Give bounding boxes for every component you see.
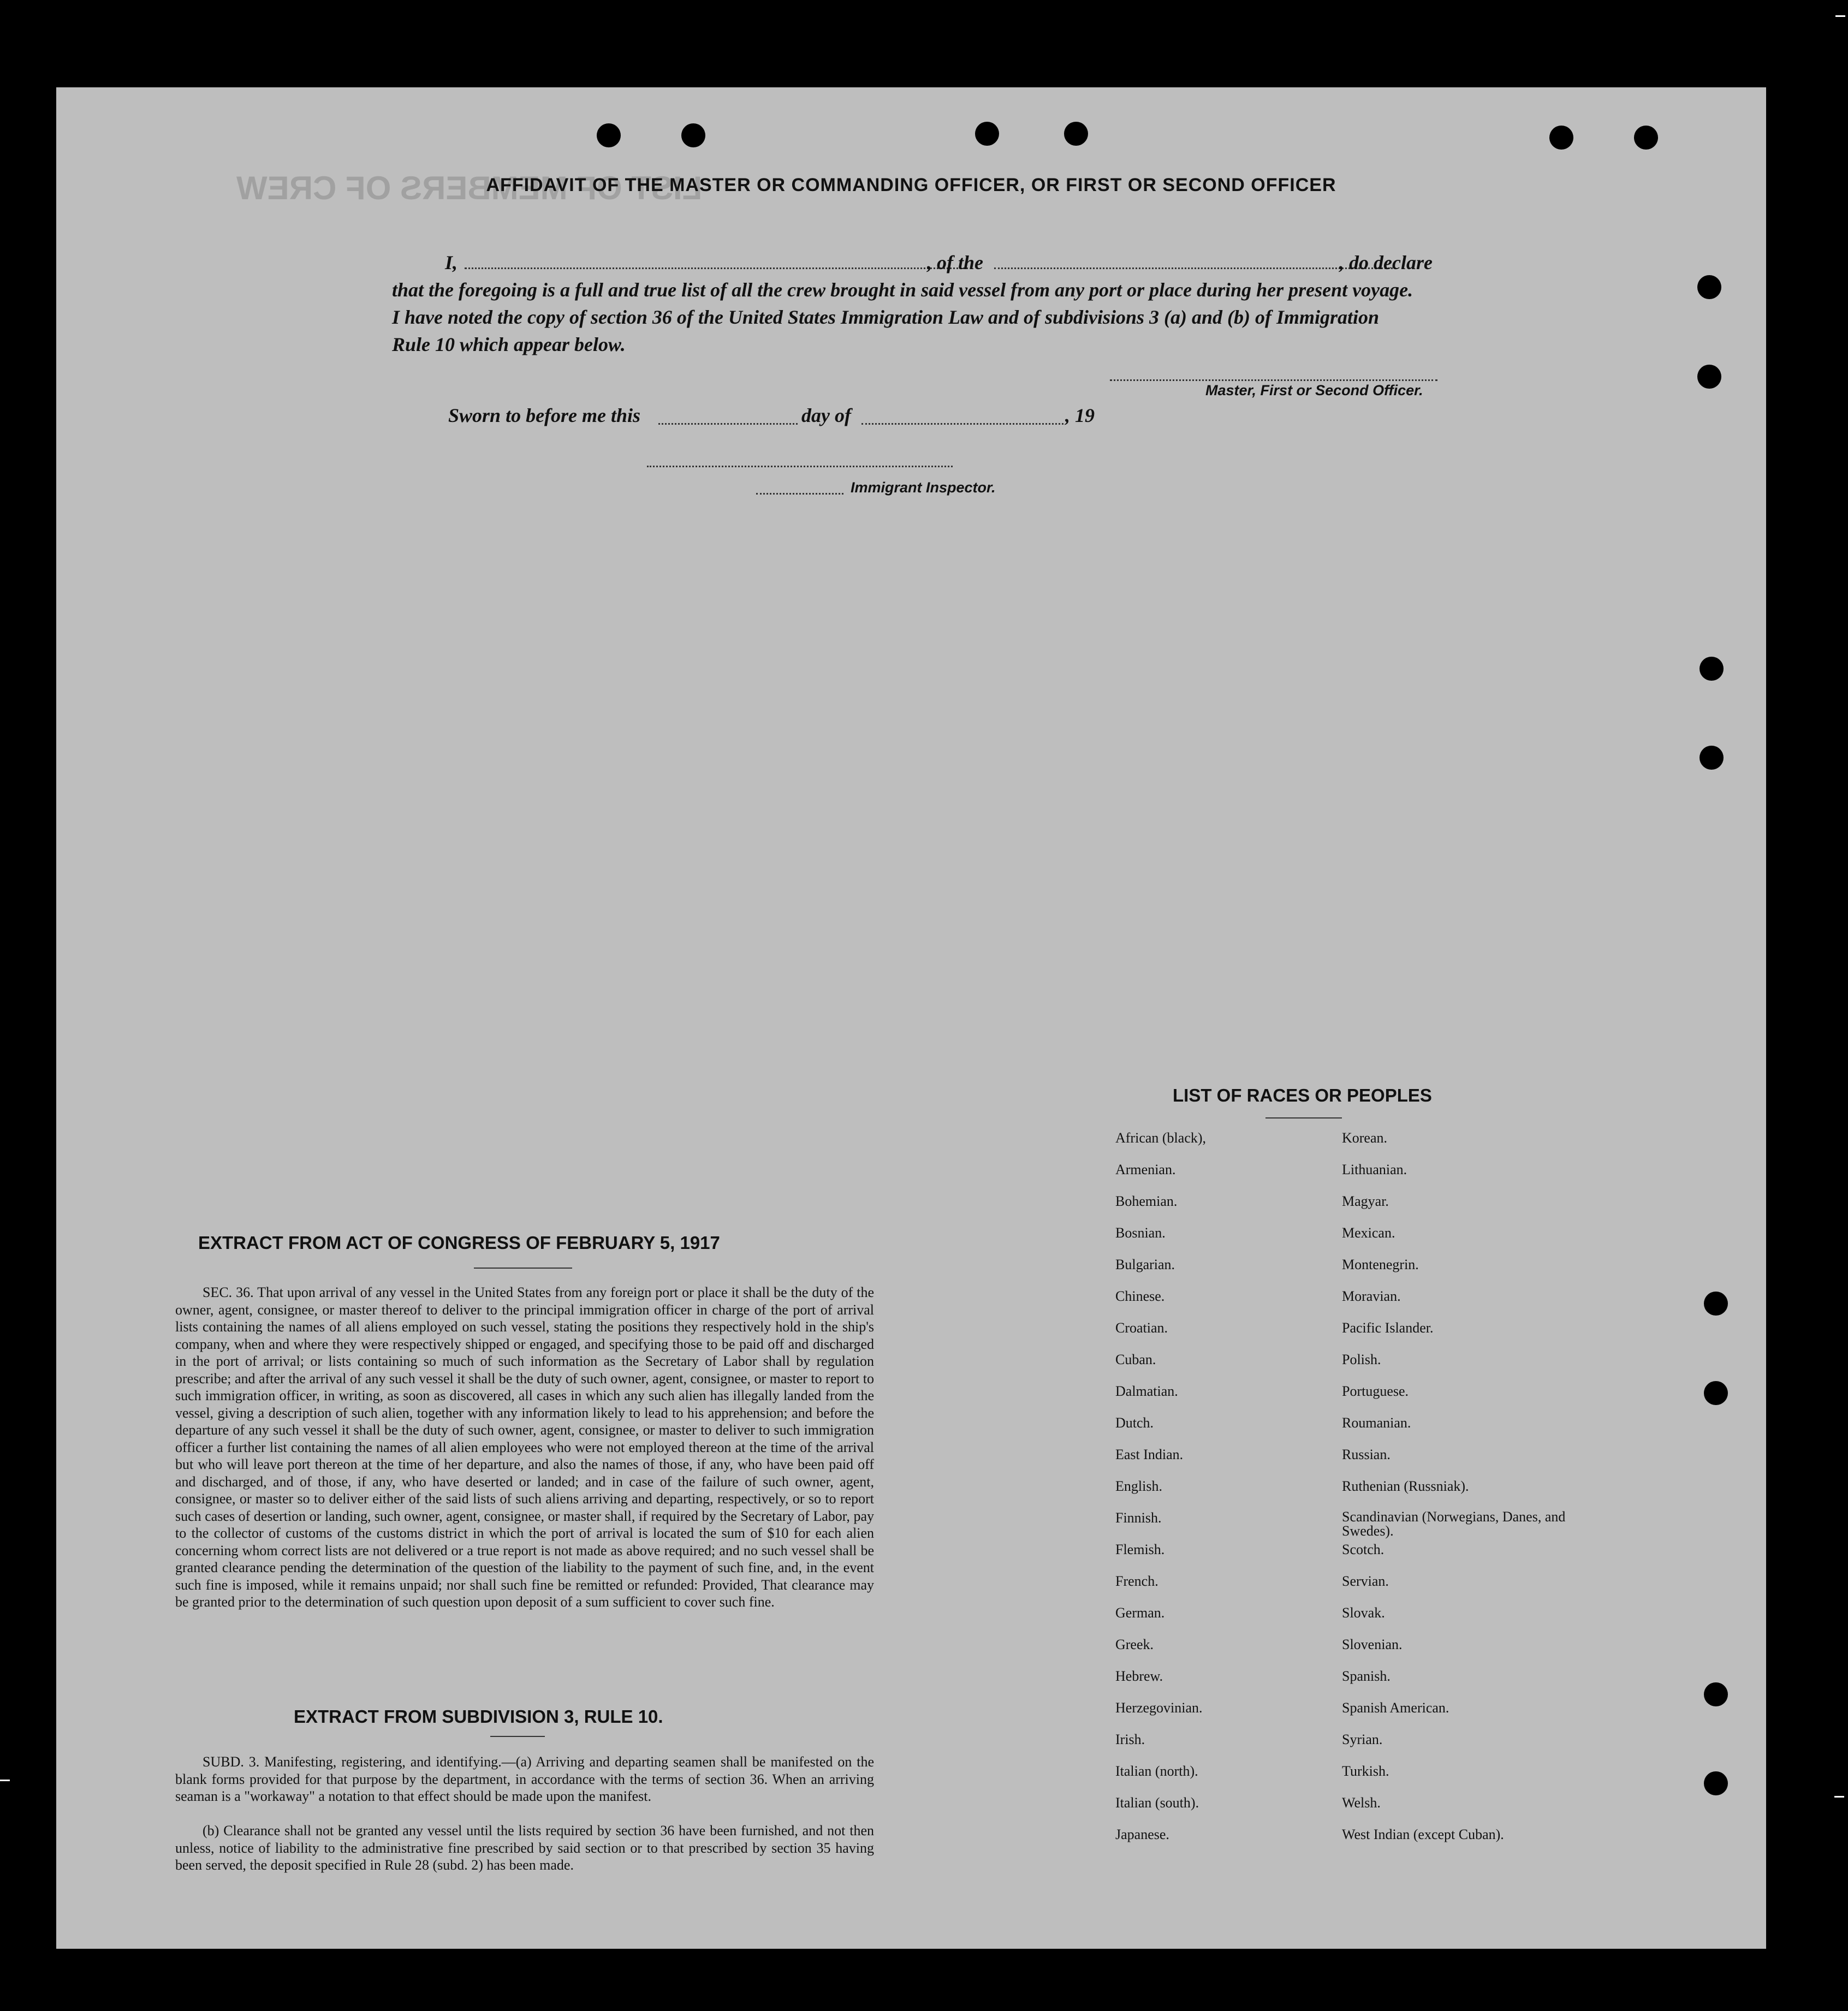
race-item: African (black),: [1115, 1130, 1207, 1146]
race-item: Moravian.: [1342, 1288, 1401, 1304]
extract-rule-rule: [490, 1736, 545, 1737]
affidavit-of-the: , of the: [927, 252, 983, 273]
punch-hole: [1064, 122, 1088, 146]
race-item: Dutch.: [1115, 1415, 1154, 1431]
race-item: Irish.: [1115, 1732, 1145, 1747]
race-item: Syrian.: [1342, 1732, 1383, 1747]
race-item: Turkish.: [1342, 1763, 1389, 1779]
punch-hole: [1704, 1381, 1728, 1405]
race-item: Scandinavian (Norwegians, Danes, and Swedes).: [1342, 1509, 1566, 1539]
race-item: Lithuanian.: [1342, 1162, 1407, 1177]
edge-tick: [0, 1780, 10, 1781]
race-item: Spanish.: [1342, 1668, 1391, 1684]
race-item: Korean.: [1342, 1130, 1388, 1146]
name-blank[interactable]: [465, 267, 972, 269]
extract-act-body: SEC. 36. That upon arrival of any vessel in the United States from any foreign port or place it shall be the duty of the owner, agent, consignee, or master thereof to deliver to the principal immigration officer in charge of the port of arrival lists containing the names of all aliens employed on such vessel, stating the positions they respectively hold in the ship's company, when and where they were respectively shipped or engaged, and specifying those to be paid off and discharged in the port of arrival; or lists containing so much of such information as the Secretary of Labor shall by regulation prescribe; and after the arrival of any such vessel it shall be the duty of such owner, agent, consignee, or master to report to such immigration officer, in writing, as soon as discovered, all cases in which any such alien has illegally landed from the vessel, giving a description of such alien, together with any information likely to lead to his apprehension; and before the departure of any such vessel it shall be the duty of such owner, agent, consignee, or master to deliver to such immigration officer a further list containing the names of all alien employees who were not employed thereon at the time of the arrival but who will leave port thereon at the time of her departure, and also the names of those, if any, who have been paid off and discharged, and of those, if any, who have deserted or landed; and in case of the failure of such owner, agent, consignee, or master so to deliver either of the said lists of such aliens arriving and departing, respectively, or so to report such cases of desertion or landing, such owner, agent, consignee, or master shall, if required by the Secretary of Labor, pay to the collector of customs of the customs district in which the port of arrival is located the sum of $10 for each alien concerning whom correct lists are not delivered or a true report is not made as above required; and no such vessel shall be granted clearance pending the determination of the question of the liability to the payment of such fine, and, in the event such fine is imposed, while it remains unpaid; nor shall such fine be remitted or refunded: Provided, That clearance may be granted prior to the determination of such question upon deposit of a sum sufficient to cover such fine.: [175, 1284, 874, 1610]
race-item: Servian.: [1342, 1573, 1389, 1589]
race-item: Greek.: [1115, 1637, 1154, 1652]
extract-act-title: EXTRACT FROM ACT OF CONGRESS OF FEBRUARY 5, 1917: [198, 1233, 720, 1253]
race-item: Slovak.: [1342, 1605, 1385, 1621]
race-item: Spanish American.: [1342, 1700, 1449, 1716]
race-item: West Indian (except Cuban).: [1342, 1826, 1504, 1842]
race-item: East Indian.: [1115, 1447, 1184, 1462]
race-item: Flemish.: [1115, 1542, 1165, 1557]
race-item: Welsh.: [1342, 1795, 1381, 1811]
punch-hole: [1634, 126, 1658, 150]
punch-hole: [1704, 1771, 1728, 1795]
punch-hole: [1704, 1292, 1728, 1316]
race-item: Bulgarian.: [1115, 1257, 1175, 1272]
master-signature-label: Master, First or Second Officer.: [1205, 382, 1423, 398]
race-item: Hebrew.: [1115, 1668, 1163, 1684]
punch-hole: [597, 123, 621, 147]
race-item: Finnish.: [1115, 1510, 1162, 1526]
race-item: Italian (north).: [1115, 1763, 1198, 1779]
races-title-rule: [1265, 1117, 1342, 1118]
punch-hole: [1549, 126, 1573, 150]
master-signature-line[interactable]: [1110, 379, 1437, 381]
race-item: English.: [1115, 1478, 1162, 1494]
race-item: Roumanian.: [1342, 1415, 1411, 1431]
day-of-text: day of: [801, 404, 851, 426]
extract-rule-title: EXTRACT FROM SUBDIVISION 3, RULE 10.: [294, 1706, 663, 1727]
race-item: Croatian.: [1115, 1320, 1168, 1336]
extract-rule-para-a: SUBD. 3. Manifesting, registering, and identifying.—(a) Arriving and departing seamen shall be manifested on the blank forms provided for that purpose by the department, in accordance with the terms of section 36. When an arriving seaman is a "workaway" a notation to that effect should be made upon the manifest.: [175, 1754, 874, 1804]
punch-hole: [1700, 746, 1724, 770]
race-item: Cuban.: [1115, 1352, 1156, 1367]
year-text: , 19: [1065, 404, 1095, 426]
bleed-through-heading: LIST OF MEMBERS OF CREW: [236, 170, 703, 206]
race-item: Bosnian.: [1115, 1225, 1166, 1241]
race-item: German.: [1115, 1605, 1165, 1621]
affidavit-line-3: I have noted the copy of section 36 of the United States Immigration Law and of subdivisions 3 (a) and (b) of Immigration: [392, 306, 1380, 328]
inspector-signature-line[interactable]: [647, 466, 953, 467]
race-item: Magyar.: [1342, 1193, 1389, 1209]
race-item: Slovenian.: [1342, 1637, 1403, 1652]
race-item: Polish.: [1342, 1352, 1381, 1367]
race-item: Pacific Islander.: [1342, 1320, 1434, 1336]
affidavit-declare: , do declare: [1339, 252, 1433, 273]
affidavit-line-4: Rule 10 which appear below.: [392, 334, 626, 355]
race-item: Italian (south).: [1115, 1795, 1199, 1811]
punch-hole: [975, 122, 999, 146]
race-item: Chinese.: [1115, 1288, 1165, 1304]
extract-act-rule: [474, 1268, 572, 1269]
vessel-blank[interactable]: [994, 267, 1393, 269]
document-page: [56, 87, 1766, 1949]
inspector-signature-line-2[interactable]: [756, 493, 843, 495]
race-item: Portuguese.: [1342, 1383, 1409, 1399]
race-item: Ruthenian (Russniak).: [1342, 1478, 1469, 1494]
sworn-text: Sworn to before me this: [448, 404, 641, 426]
inspector-label: Immigrant Inspector.: [851, 479, 996, 496]
races-right-column: [1342, 1130, 1577, 1858]
edge-tick: [1834, 1796, 1844, 1798]
race-item: Armenian.: [1115, 1162, 1176, 1177]
affidavit-title: AFFIDAVIT OF THE MASTER OR COMMANDING OFFICER, OR FIRST OR SECOND OFFICER: [486, 175, 1336, 195]
sworn-month-blank[interactable]: [861, 423, 1063, 425]
race-item: Montenegrin.: [1342, 1257, 1419, 1272]
race-item: Scotch.: [1342, 1542, 1384, 1557]
race-item: French.: [1115, 1573, 1158, 1589]
sworn-day-blank[interactable]: [658, 423, 798, 425]
races-title: LIST OF RACES OR PEOPLES: [1173, 1085, 1432, 1105]
race-item: Japanese.: [1115, 1826, 1169, 1842]
extract-rule-para-b: (b) Clearance shall not be granted any vessel until the lists required by section 36 have been furnished, and not then unless, notice of liability to the administrative fine prescribed by said section or to that prescribed by section 35 having been served, the deposit specified in Rule 28 (subd. 2) has been made.: [175, 1823, 874, 1873]
race-item: Dalmatian.: [1115, 1383, 1178, 1399]
punch-hole: [1697, 275, 1721, 299]
punch-hole: [681, 123, 705, 147]
punch-hole: [1700, 657, 1724, 681]
edge-tick: [1835, 15, 1845, 17]
affidavit-i: I,: [445, 252, 458, 273]
punch-hole: [1704, 1682, 1728, 1706]
races-left-column: [1115, 1130, 1312, 1858]
race-item: Herzegovinian.: [1115, 1700, 1203, 1716]
race-item: Mexican.: [1342, 1225, 1395, 1241]
race-item: Russian.: [1342, 1447, 1391, 1462]
punch-hole: [1697, 365, 1721, 389]
affidavit-line-2: that the foregoing is a full and true list of all the crew brought in said vessel from any port or place during her present voyage.: [392, 279, 1413, 301]
race-item: Bohemian.: [1115, 1193, 1178, 1209]
